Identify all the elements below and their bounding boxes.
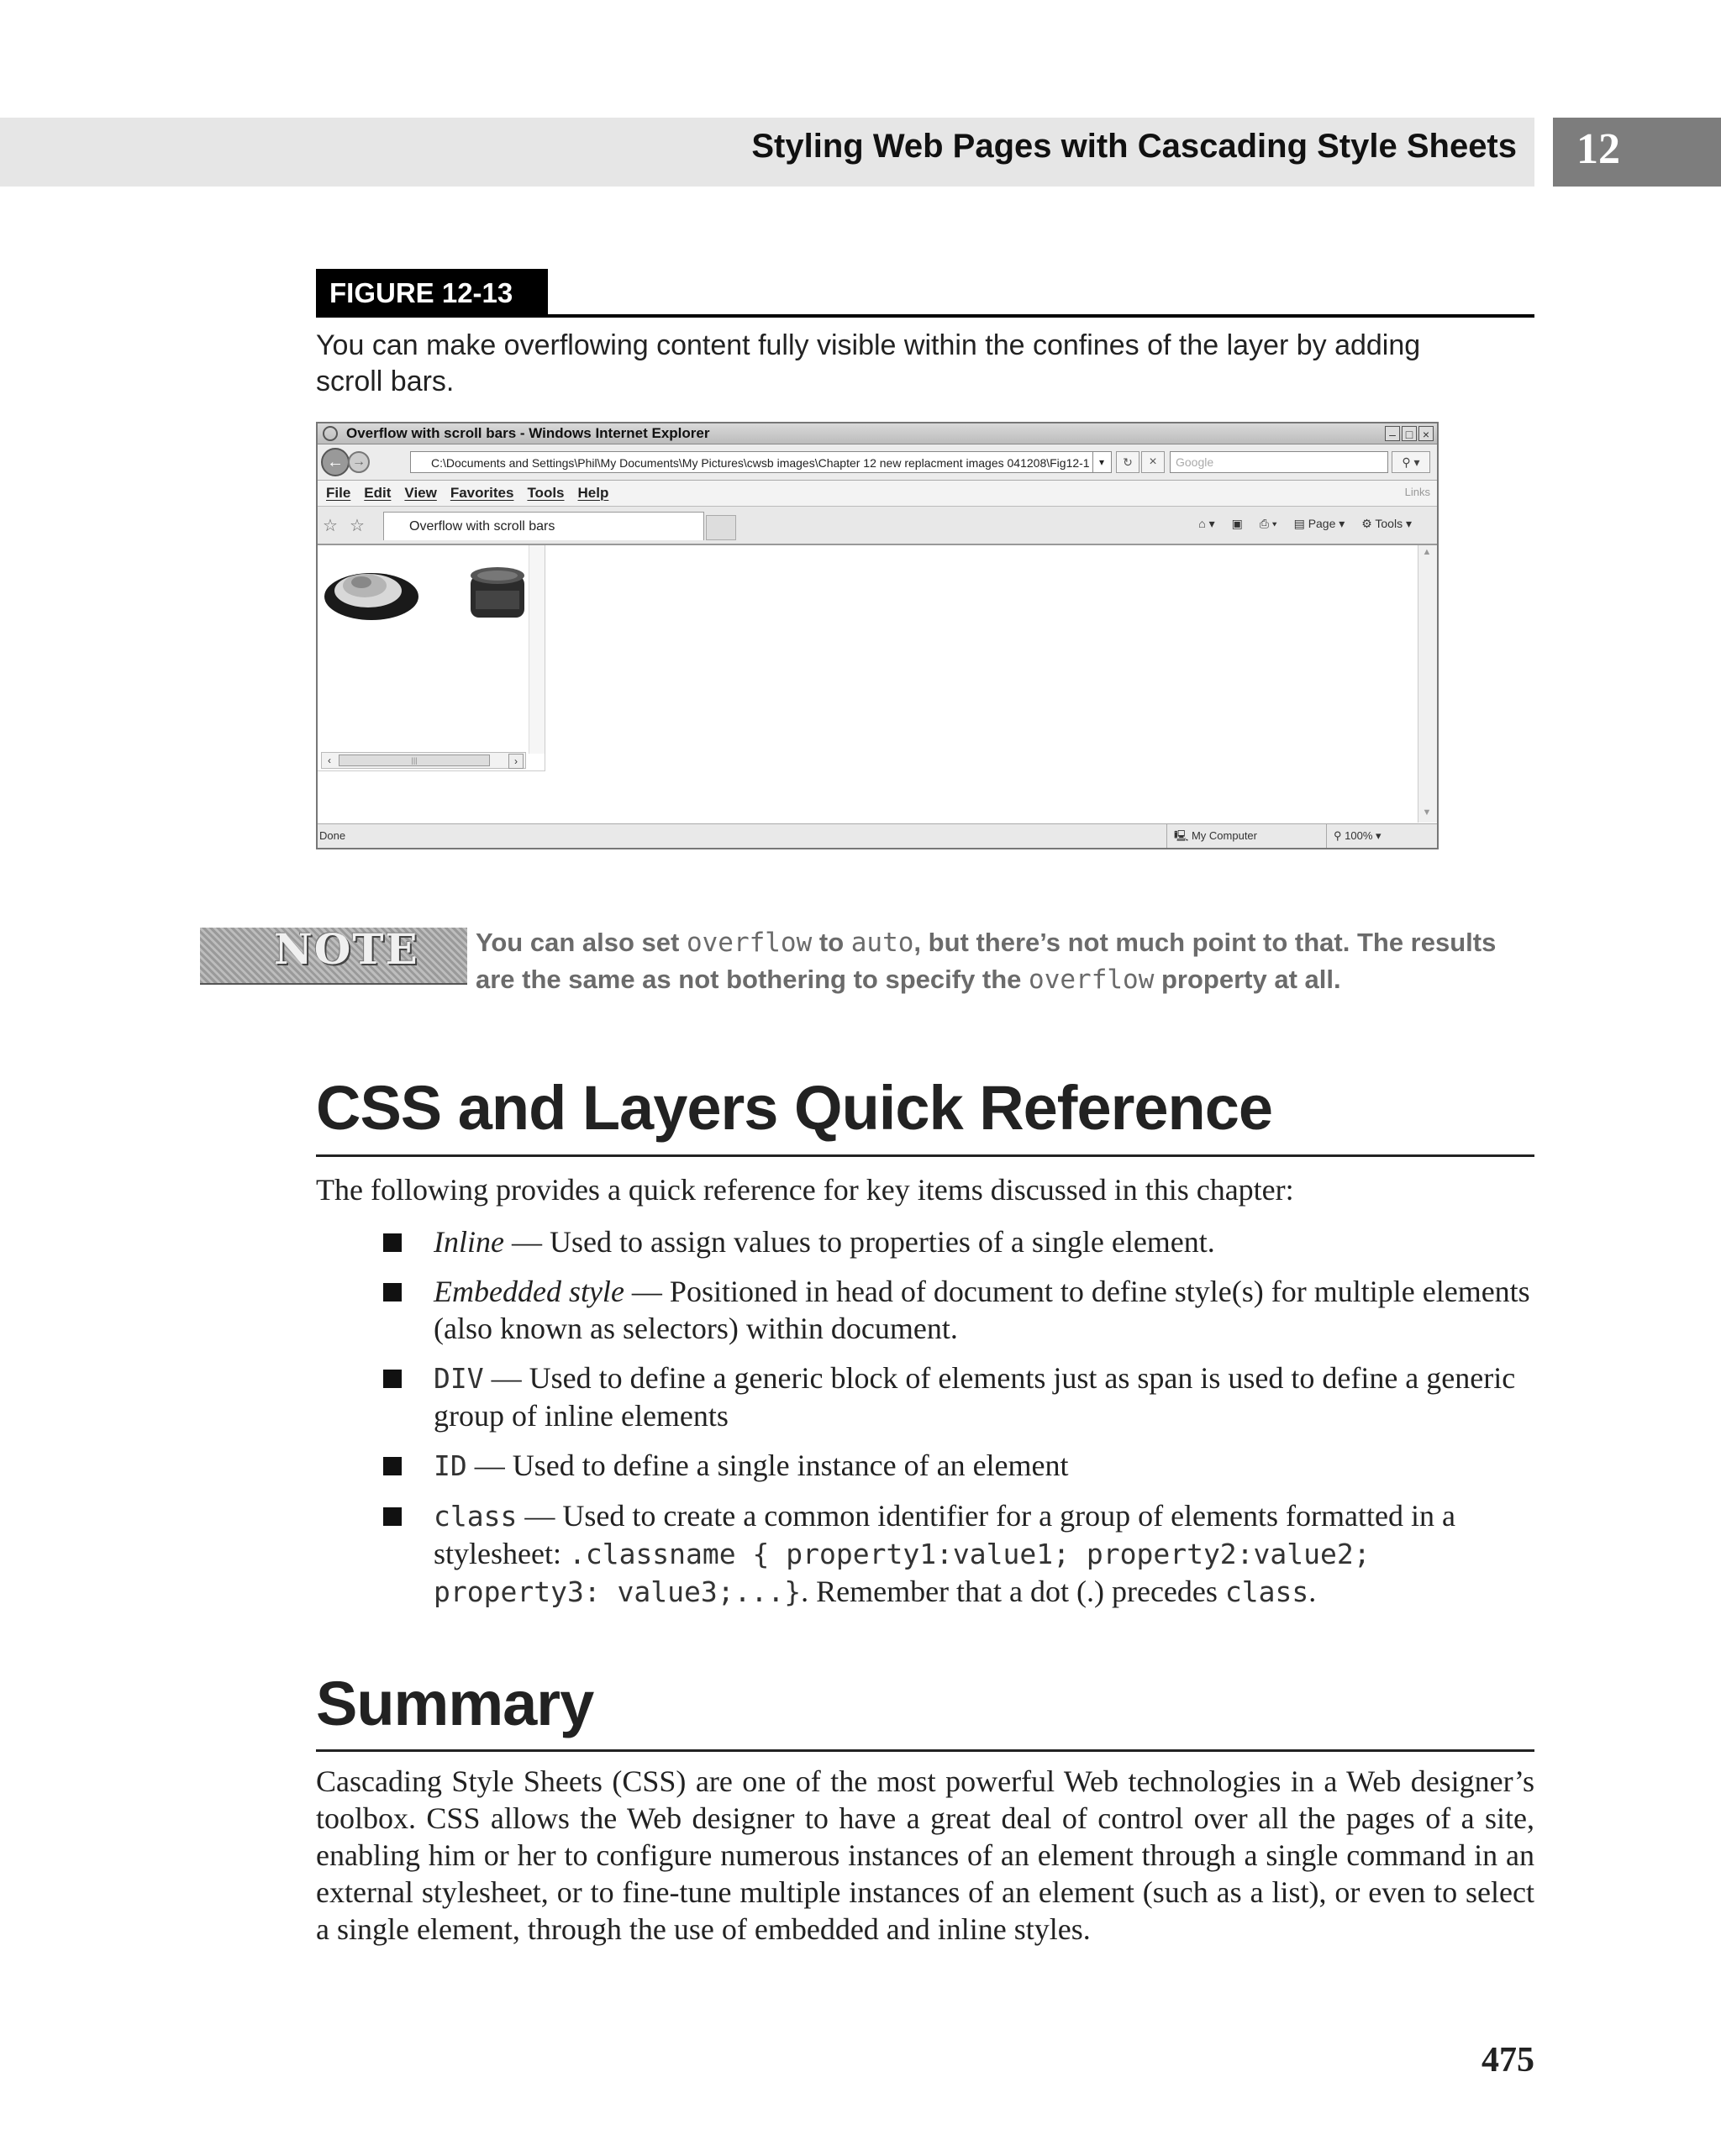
home-icon[interactable]: ⌂ ▾ bbox=[1198, 517, 1215, 530]
refresh-icon[interactable]: ↻ bbox=[1116, 451, 1139, 473]
note-label: NOTE bbox=[274, 924, 419, 974]
term-embedded: Embedded style bbox=[434, 1275, 624, 1308]
page-number: 475 bbox=[1482, 2041, 1534, 2080]
forward-arrow-icon[interactable]: → bbox=[348, 451, 370, 473]
chapter-number: 12 bbox=[1576, 125, 1620, 173]
term-id: ID bbox=[434, 1449, 467, 1482]
status-text: Done bbox=[319, 829, 346, 842]
quickref-intro: The following provides a quick reference for key items discussed in this chapter: bbox=[316, 1173, 1294, 1207]
list-item bbox=[316, 1497, 1534, 1611]
restore-icon[interactable]: □ bbox=[1402, 426, 1417, 441]
note-text-1: You can also set bbox=[476, 928, 687, 957]
menu-favorites[interactable]: Favorites bbox=[450, 485, 514, 501]
address-bar-row bbox=[318, 444, 1437, 481]
zoom-level[interactable]: ⚲ 100% ▾ bbox=[1326, 824, 1382, 848]
note-text-2: to bbox=[812, 928, 851, 957]
page-menu[interactable]: ▤ Page ▾ bbox=[1293, 517, 1345, 530]
food-images bbox=[323, 550, 533, 643]
quickref-heading: CSS and Layers Quick Reference bbox=[316, 1073, 1273, 1143]
scroll-left-icon[interactable]: ‹ bbox=[328, 755, 331, 766]
summary-heading: Summary bbox=[316, 1669, 594, 1738]
figure-caption: You can make overflowing content fully visible within the confines of the layer by adding scroll bars. bbox=[316, 329, 1421, 397]
tab-bar bbox=[318, 507, 1437, 545]
close-icon[interactable]: × bbox=[1418, 426, 1434, 441]
figure-rule bbox=[316, 314, 1534, 318]
bullet-square-icon bbox=[383, 1507, 402, 1526]
tools-menu-label: Tools bbox=[1375, 517, 1403, 530]
page-vertical-scrollbar[interactable] bbox=[1418, 545, 1437, 823]
desc-class-2: . Remember that a dot (.) precedes bbox=[801, 1575, 1225, 1608]
list-item bbox=[316, 1273, 1534, 1347]
menu-bar bbox=[318, 481, 1437, 507]
favorites-star-icon[interactable]: ☆ bbox=[323, 517, 338, 535]
desc-id: — Used to define a single instance of an element bbox=[466, 1449, 1069, 1482]
bullet-square-icon bbox=[383, 1370, 402, 1388]
browser-window-title: Overflow with scroll bars - Windows Internet Explorer bbox=[346, 425, 710, 441]
security-zone-label: My Computer bbox=[1191, 829, 1257, 842]
code-class-word: class bbox=[1224, 1575, 1309, 1608]
desc-class: — Used to create a common identifier for a group of elements formatted in a stylesheet: bbox=[434, 1499, 1455, 1570]
desc-class-3: . bbox=[1308, 1575, 1317, 1608]
note-text-3: , but there’s not much point to that. The results are the same as not bothering to specify the bbox=[476, 928, 1497, 994]
desc-inline: — Used to assign values to properties of a single element. bbox=[503, 1225, 1215, 1259]
list-item bbox=[316, 1359, 1534, 1434]
scroll-up-icon[interactable]: ▲ bbox=[1422, 547, 1432, 557]
scrollbar-thumb[interactable]: ||| bbox=[339, 755, 490, 766]
menu-view[interactable]: View bbox=[404, 485, 437, 501]
tools-menu[interactable]: ⚙ Tools ▾ bbox=[1361, 517, 1412, 530]
window-controls bbox=[1383, 426, 1434, 443]
desc-embedded: — Positioned in head of document to define style(s) for multiple elements (also known as selectors) within document. bbox=[434, 1275, 1530, 1345]
back-arrow-icon[interactable]: ← bbox=[321, 448, 350, 476]
address-input[interactable]: C:\Documents and Settings\Phil\My Documents\My Pictures\cwsb images\Chapter 12 new replacment images 041208\Fig12-1 bbox=[410, 451, 1112, 473]
zoom-level-label: 100% bbox=[1345, 829, 1373, 842]
print-icon[interactable]: ⎙ ▾ bbox=[1259, 517, 1277, 530]
menu-edit[interactable]: Edit bbox=[364, 485, 392, 501]
status-bar bbox=[318, 823, 1437, 848]
code-class-example: .classname { property1:value1; property2:value2; property3: value3;...} bbox=[434, 1538, 1371, 1608]
scroll-right-icon[interactable]: › bbox=[508, 754, 524, 769]
page-content bbox=[318, 545, 1417, 823]
summary-body: Cascading Style Sheets (CSS) are one of the most powerful Web technologies in a Web designer’s toolbox. CSS allows the Web designer to have a great deal of control over all the pages of a site, enabling him or her to configure numerous instances of an element through a single command in an external stylesheet, or to fine-tune multiple instances of an element (such as a list), or even to select a single element, through the use of embedded and inline styles. bbox=[316, 1764, 1534, 1946]
security-zone: 🖳 My Computer bbox=[1166, 824, 1257, 848]
address-dropdown-icon[interactable]: ▾ bbox=[1092, 452, 1110, 472]
term-inline: Inline bbox=[434, 1225, 504, 1259]
running-header-title: Styling Web Pages with Cascading Style Sheets bbox=[751, 128, 1517, 165]
note-text-4: property at all. bbox=[1154, 965, 1341, 994]
note-code-auto: auto bbox=[850, 928, 914, 958]
quickref-list bbox=[316, 1223, 1534, 1623]
scroll-layer bbox=[318, 545, 545, 771]
stop-icon[interactable]: × bbox=[1141, 451, 1165, 473]
feeds-icon[interactable]: ▣ bbox=[1231, 517, 1243, 530]
browser-screenshot bbox=[316, 422, 1439, 849]
summary-rule bbox=[316, 1749, 1534, 1752]
layer-vertical-scrollbar[interactable] bbox=[529, 545, 545, 754]
browser-title-bar bbox=[318, 423, 1437, 444]
term-div: DIV bbox=[434, 1362, 484, 1395]
page-menu-label: Page bbox=[1308, 517, 1336, 530]
desc-div: — Used to define a generic block of elements just as span is used to define a generic group of inline elements bbox=[434, 1361, 1516, 1433]
list-item bbox=[316, 1447, 1534, 1485]
search-icon[interactable]: ⚲ ▾ bbox=[1392, 451, 1430, 473]
quickref-rule bbox=[316, 1154, 1534, 1157]
bullet-square-icon bbox=[383, 1457, 402, 1475]
layer-horizontal-scrollbar[interactable] bbox=[321, 752, 526, 769]
scroll-down-icon[interactable]: ▼ bbox=[1422, 807, 1432, 818]
term-class: class bbox=[434, 1500, 518, 1533]
figure-label: FIGURE 12-13 bbox=[329, 277, 513, 308]
list-item bbox=[316, 1223, 1534, 1260]
minimize-icon[interactable]: – bbox=[1385, 426, 1400, 441]
add-favorites-icon[interactable]: ☆ bbox=[350, 517, 365, 535]
menu-file[interactable]: File bbox=[326, 485, 351, 501]
new-tab-button[interactable] bbox=[706, 515, 736, 540]
note-code-overflow: overflow bbox=[686, 928, 813, 958]
links-label[interactable]: Links bbox=[1404, 486, 1430, 498]
tab-overflow[interactable]: Overflow with scroll bars bbox=[383, 512, 704, 540]
menu-help[interactable]: Help bbox=[577, 485, 609, 501]
note-text bbox=[476, 924, 1536, 998]
bullet-square-icon bbox=[383, 1233, 402, 1252]
ie-logo-icon bbox=[323, 426, 338, 441]
command-bar bbox=[1185, 517, 1412, 531]
menu-tools[interactable]: Tools bbox=[527, 485, 565, 501]
bullet-square-icon bbox=[383, 1283, 402, 1301]
search-input[interactable]: Google bbox=[1170, 451, 1388, 473]
note-code-overflow-2: overflow bbox=[1029, 965, 1155, 995]
